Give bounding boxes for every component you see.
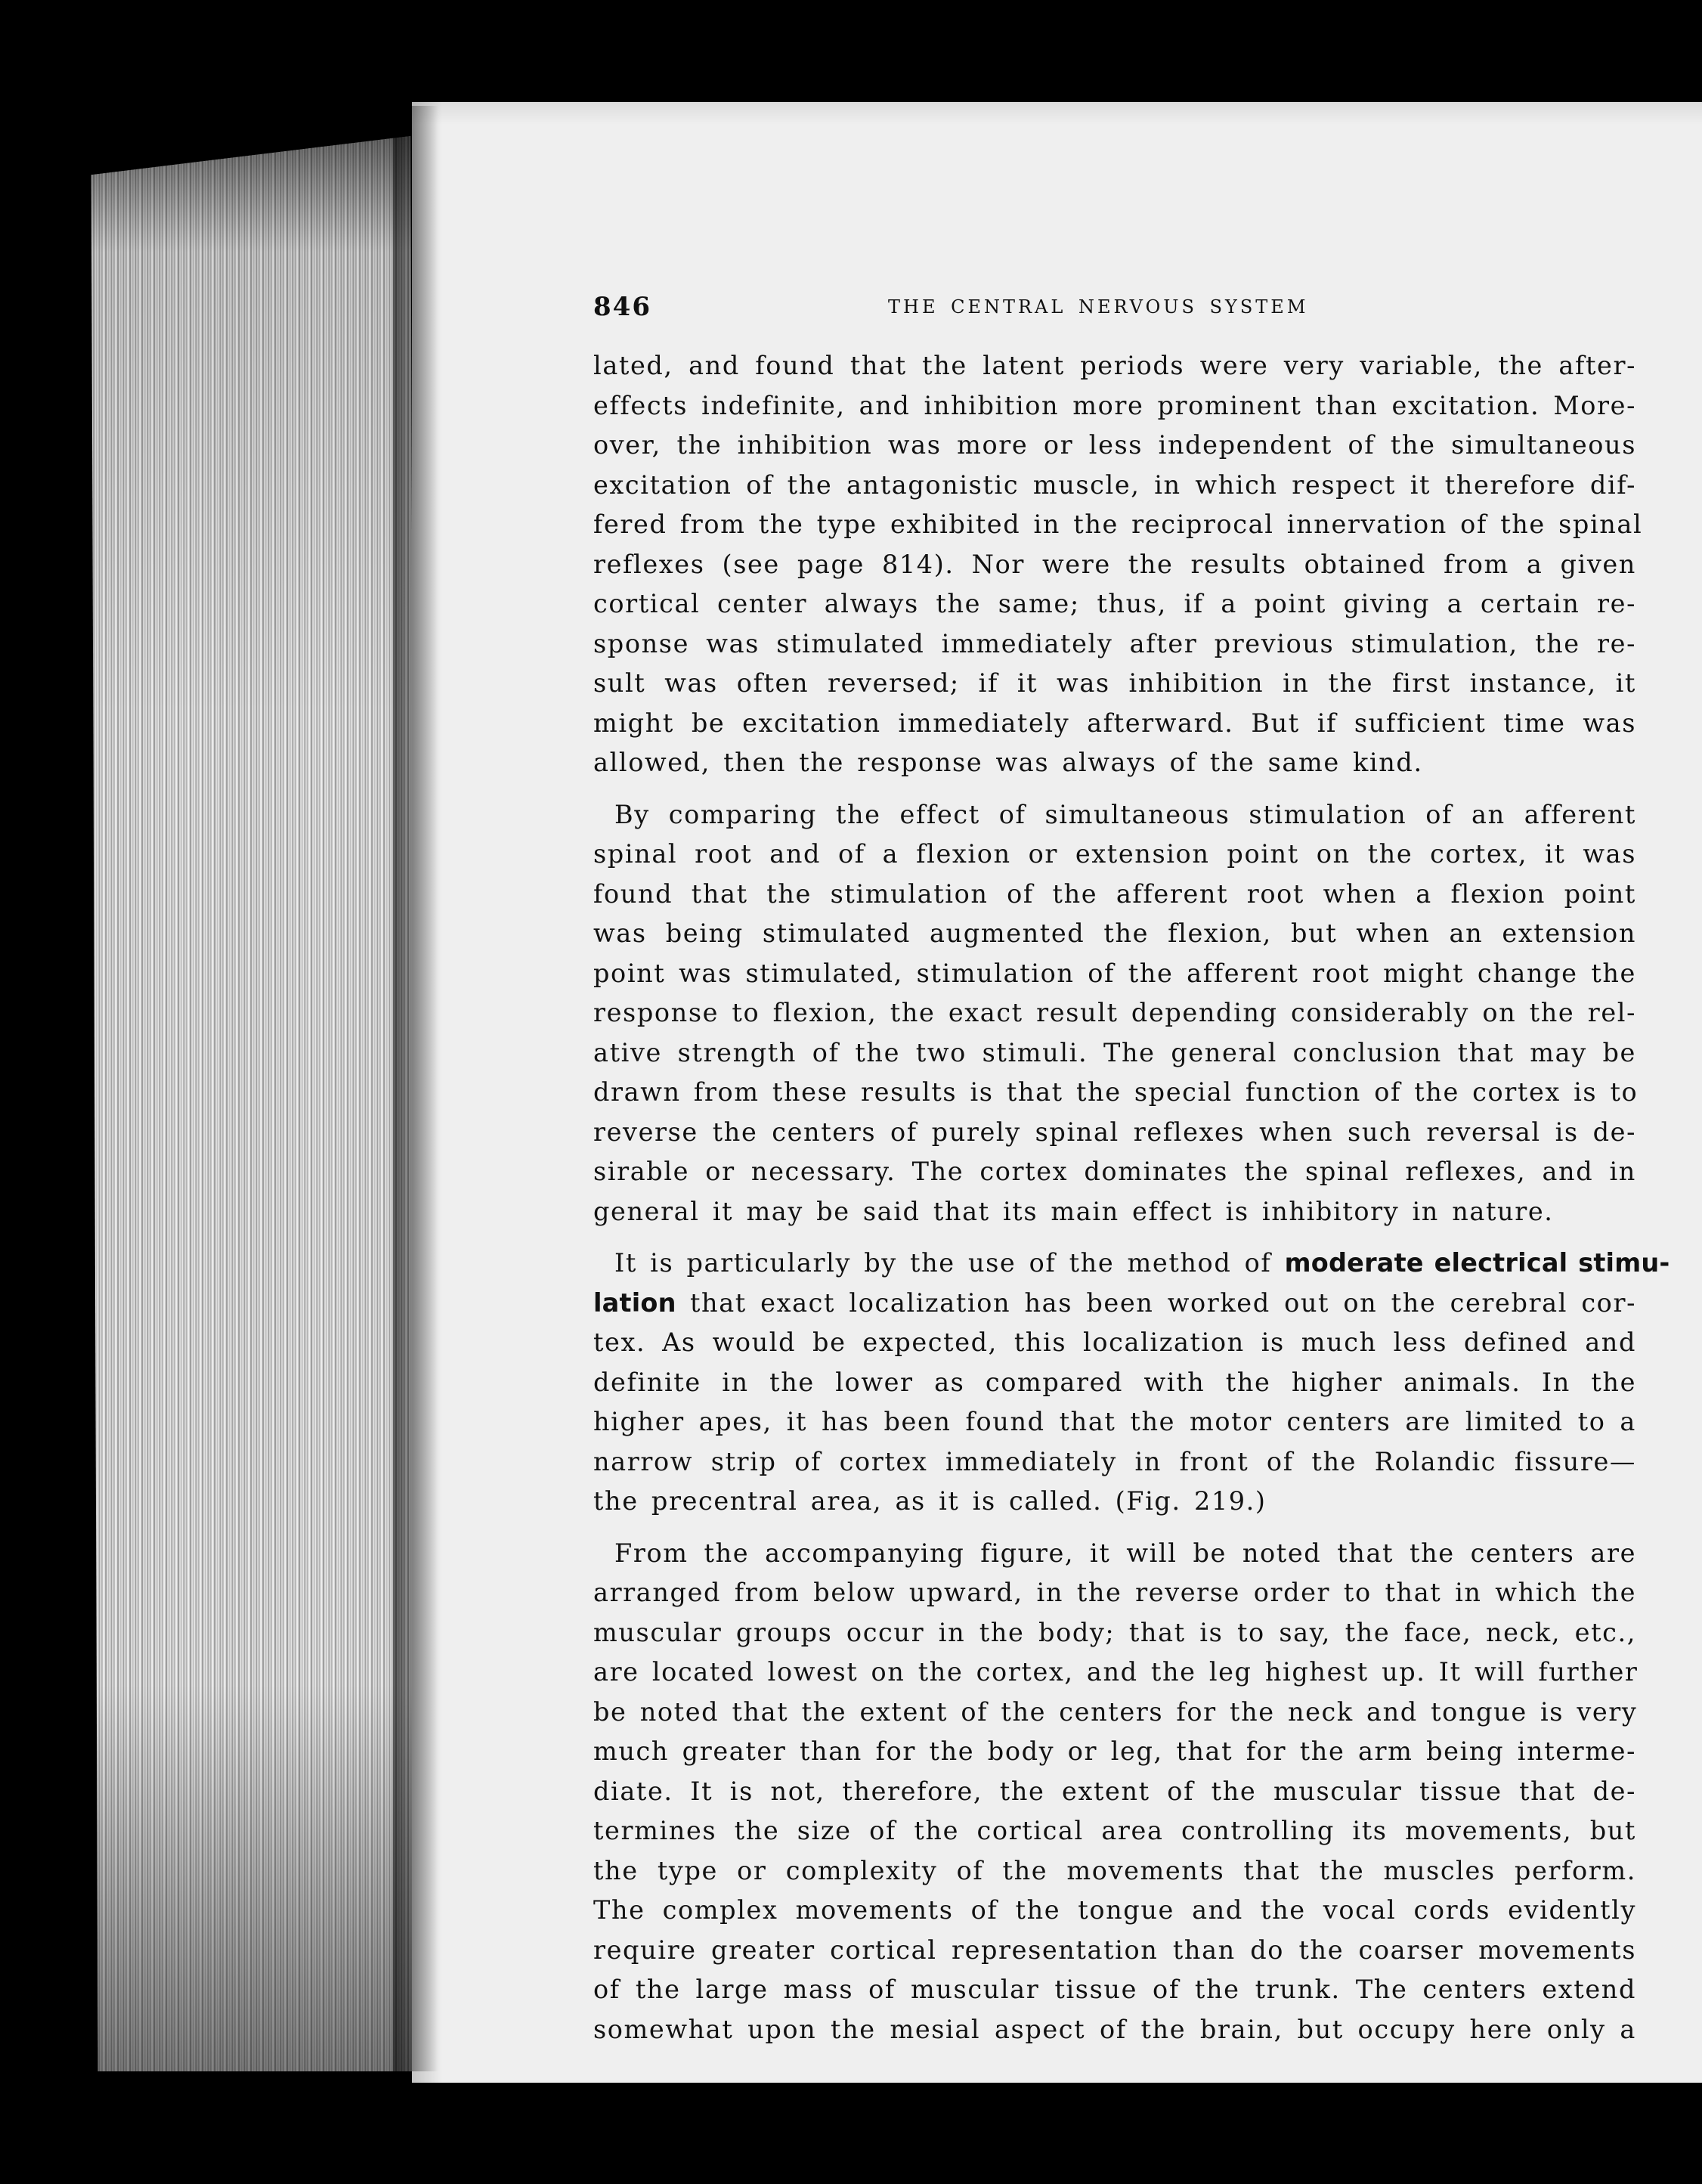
text-run: that exact localization has been worked out on the cerebral cor-	[676, 1287, 1636, 1318]
text-line: allowed, then the response was always of the same kind.	[593, 748, 1423, 777]
text-line: might be excitation immediately afterward. But if sufficient time was	[593, 708, 1636, 738]
bold-term: moderate electrical stimu-	[1284, 1248, 1670, 1278]
text-line: be noted that the extent of the centers for the neck and tongue is very	[593, 1696, 1638, 1727]
text-line: point was stimulated, stimulation of the afferent root might change the	[593, 958, 1636, 988]
text-line: sirable or necessary. The cortex dominates the spinal reflexes, and in	[593, 1157, 1636, 1186]
paragraph-2	[593, 795, 1639, 1232]
text-line: much greater than for the body or leg, that for the arm being interme-	[593, 1736, 1636, 1766]
book-page-edge	[85, 136, 417, 2071]
page-text-block	[593, 287, 1670, 2062]
text-line: excitation of the antagonistic muscle, in which respect it therefore dif-	[593, 469, 1636, 500]
page-number: 846	[593, 292, 651, 322]
text-line: are located lowest on the cortex, and the leg highest up. It will further	[593, 1657, 1639, 1687]
text-line: response to flexion, the exact result depending considerably on the rel-	[593, 998, 1636, 1027]
text-line: sponse was stimulated immediately after previous stimulation, the re-	[593, 628, 1636, 658]
text-line: effects indefinite, and inhibition more prominent than excitation. More-	[593, 390, 1636, 420]
paragraph-3	[593, 1244, 1670, 1522]
text-line: sult was often reversed; if it was inhibition in the first instance, it	[593, 668, 1636, 698]
text-line: reflexes (see page 814). Nor were the results obtained from a given	[593, 549, 1636, 579]
text-line	[593, 1244, 1670, 1284]
text-line: narrow strip of cortex immediately in front of the Rolandic fissure—	[593, 1446, 1636, 1476]
bold-term: lation	[593, 1287, 676, 1318]
text-line: reverse the centers of purely spinal reflexes when such reversal is de-	[593, 1117, 1636, 1147]
text-line: require greater cortical representation than do the coarser movements	[593, 1935, 1636, 1965]
text-line: By comparing the effect of simultaneous stimulation of an afferent	[614, 799, 1636, 829]
text-line: The complex movements of the tongue and the vocal cords evidently	[593, 1895, 1636, 1925]
text-line: From the accompanying figure, it will be noted that the centers are	[614, 1538, 1636, 1568]
text-line: drawn from these results is that the special function of the cortex is to	[593, 1077, 1639, 1107]
text-line: fered from the type exhibited in the reciprocal innervation of the spinal	[593, 510, 1643, 539]
paragraph-1	[593, 346, 1643, 783]
text-line: arranged from below upward, in the reverse order to that in which the	[593, 1578, 1636, 1607]
text-line: diate. It is not, therefore, the extent of the muscular tissue that de-	[593, 1776, 1636, 1806]
paragraph-4	[593, 1534, 1639, 2050]
text-line: general it may be said that its main effect is inhibitory in nature.	[593, 1196, 1554, 1226]
text-line: termines the size of the cortical area controlling its movements, but	[593, 1816, 1636, 1845]
text-line: definite in the lower as compared with the higher animals. In the	[593, 1367, 1636, 1397]
text-line: higher apes, it has been found that the motor centers are limited to a	[593, 1407, 1636, 1436]
text-line: ative strength of the two stimuli. The general conclusion that may be	[593, 1037, 1636, 1067]
spine-shadow	[393, 106, 438, 2071]
text-line	[593, 1284, 1636, 1324]
text-line: found that the stimulation of the afferent root when a flexion point	[593, 878, 1636, 909]
text-line: lated, and found that the latent periods were very variable, the after-	[593, 351, 1636, 380]
text-line: the type or complexity of the movements that the muscles perform.	[593, 1855, 1636, 1885]
text-line: somewhat upon the mesial aspect of the brain, but occupy here only a	[593, 2014, 1636, 2044]
text-line: over, the inhibition was more or less independent of the simultaneous	[593, 430, 1636, 460]
running-head	[593, 287, 1636, 333]
text-line: the precentral area, as it is called. (Fig. 219.)	[593, 1486, 1267, 1516]
text-line: muscular groups occur in the body; that is to say, the face, neck, etc.,	[593, 1617, 1636, 1647]
text-line: was being stimulated augmented the flexion, but when an extension	[593, 919, 1636, 948]
text-run: It is particularly by the use of the method of	[614, 1248, 1285, 1278]
text-line: cortical center always the same; thus, if a point giving a certain re-	[593, 589, 1636, 618]
running-title: THE CENTRAL NERVOUS SYSTEM	[888, 296, 1309, 318]
text-line: of the large mass of muscular tissue of the trunk. The centers extend	[593, 1975, 1636, 2004]
text-line: tex. As would be expected, this localization is much less defined and	[593, 1327, 1636, 1357]
text-line: spinal root and of a flexion or extension point on the cortex, it was	[593, 839, 1636, 869]
book-page	[412, 102, 1702, 2083]
